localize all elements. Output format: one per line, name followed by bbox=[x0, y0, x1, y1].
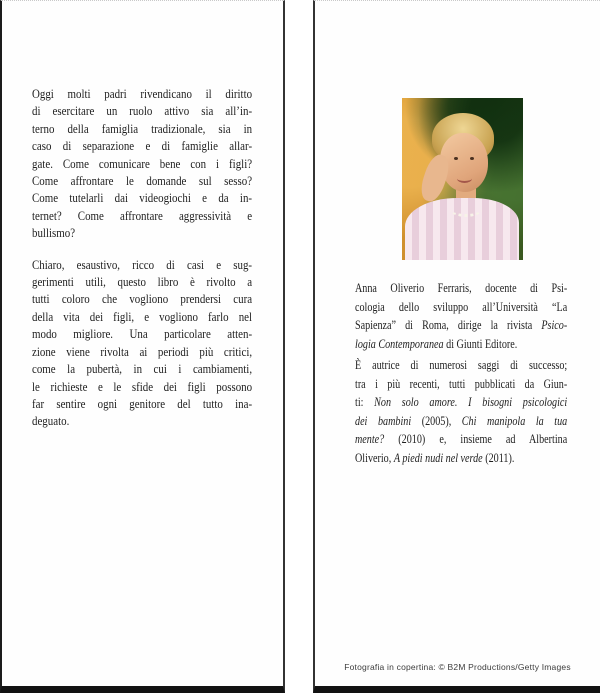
text-run: Oggi molti padri rivendicano il diritto bbox=[32, 86, 253, 101]
italic-text-run: logia Contemporanea bbox=[355, 336, 444, 351]
text-line bbox=[32, 360, 252, 377]
photo-mouth bbox=[457, 174, 472, 183]
text-line bbox=[32, 172, 252, 189]
right-flap bbox=[313, 0, 600, 693]
text-line bbox=[355, 298, 567, 317]
right-flap-text bbox=[355, 279, 567, 467]
text-run: Sapienza” di Roma, dirige la rivista bbox=[355, 318, 542, 332]
text-run: (2010) e, insieme ad Albertina bbox=[384, 432, 568, 446]
photo-left-eye bbox=[454, 157, 458, 160]
text-line bbox=[32, 395, 252, 412]
text-run: le richieste e le sfide dei figli possono bbox=[32, 378, 253, 394]
text-run: della vita dei figli, e vogliono farlo nel bbox=[32, 308, 253, 324]
text-line bbox=[355, 279, 567, 298]
text-line bbox=[32, 343, 252, 360]
text-run: Come affrontare le domande sul sesso? bbox=[32, 173, 253, 189]
text-run: ti: bbox=[355, 395, 375, 409]
text-line bbox=[32, 85, 252, 102]
text-run: zione viene rivolta ai periodi più critici, bbox=[32, 343, 253, 359]
text-line bbox=[32, 256, 252, 273]
italic-text-run: Non solo amore. I bisogni psicologici bbox=[374, 395, 568, 409]
text-run: cologia dello sviluppo all’Università “La bbox=[355, 299, 568, 314]
text-line bbox=[32, 120, 252, 137]
text-run: È autrice di numerosi saggi di successo; bbox=[355, 358, 568, 372]
text-line bbox=[32, 412, 252, 429]
text-line bbox=[355, 449, 567, 468]
paragraph bbox=[355, 356, 567, 467]
photo-pearl-necklace bbox=[450, 202, 482, 217]
text-line bbox=[32, 102, 252, 119]
text-run: Chiaro, esaustivo, ricco di casi e sug- bbox=[32, 256, 253, 272]
photo-credit: Fotografia in copertina: © B2M Productions/Getty Images bbox=[344, 662, 571, 672]
text-line bbox=[32, 189, 252, 206]
text-line bbox=[32, 378, 252, 395]
text-line bbox=[32, 273, 252, 290]
text-line bbox=[355, 316, 567, 335]
text-line bbox=[355, 375, 567, 394]
text-run: (2005), bbox=[411, 413, 462, 428]
text-run: Oliverio, bbox=[355, 450, 394, 465]
text-line bbox=[32, 290, 252, 307]
italic-text-run: mente? bbox=[355, 432, 385, 446]
text-run: far sentire ogni genitore del tutto ina- bbox=[32, 395, 253, 411]
text-run: di Giunti Editore. bbox=[443, 336, 518, 351]
text-run: di esercitare un ruolo attivo sia all’in- bbox=[32, 103, 253, 119]
left-flap-text bbox=[32, 85, 252, 430]
text-run: modo migliore. Una particolare atten- bbox=[32, 326, 253, 342]
author-photo bbox=[402, 98, 523, 260]
text-line bbox=[32, 137, 252, 154]
text-line bbox=[355, 335, 567, 354]
text-run: tutti coloro che vogliono prendersi cura bbox=[32, 291, 253, 307]
text-run: terno della famiglia tradizionale, sia in bbox=[32, 120, 253, 136]
paragraph bbox=[355, 279, 567, 353]
text-line bbox=[355, 430, 567, 449]
text-run: come la pubertà, in cui i cambiamenti, bbox=[32, 361, 253, 377]
text-run: caso di separazione e di famiglie allar- bbox=[32, 138, 253, 154]
paragraph bbox=[32, 256, 252, 430]
text-run: ternet? Come affrontare aggressività e bbox=[32, 207, 253, 223]
text-run: Anna Oliverio Ferraris, docente di Psi- bbox=[355, 281, 568, 295]
text-line bbox=[32, 308, 252, 325]
paragraph bbox=[32, 85, 252, 242]
text-line bbox=[355, 393, 567, 412]
italic-text-run: dei bambini bbox=[355, 413, 412, 428]
text-line bbox=[32, 207, 252, 224]
text-run: (2011). bbox=[482, 450, 515, 465]
text-line bbox=[355, 412, 567, 431]
text-run: bullismo? bbox=[32, 225, 76, 241]
text-line bbox=[32, 224, 252, 241]
text-run: gerimenti utili, questo libro è rivolto a bbox=[32, 274, 253, 290]
text-line bbox=[355, 356, 567, 375]
text-run: Come tutelarli dai videogiochi e da in- bbox=[32, 190, 253, 206]
text-run: tra i più recenti, tutti pubblicati da Giun- bbox=[355, 376, 568, 391]
text-line bbox=[32, 325, 252, 342]
text-run: gate. Come comunicare bene con i figli? bbox=[32, 155, 253, 171]
text-run: deguato. bbox=[32, 413, 70, 429]
italic-text-run: A piedi nudi nel verde bbox=[393, 450, 483, 465]
italic-text-run: Psico- bbox=[541, 318, 568, 332]
photo-right-eye bbox=[470, 157, 474, 160]
left-flap bbox=[0, 0, 285, 693]
italic-text-run: Chi manipola la tua bbox=[461, 413, 568, 428]
flap-gap bbox=[285, 0, 313, 693]
text-line bbox=[32, 155, 252, 172]
